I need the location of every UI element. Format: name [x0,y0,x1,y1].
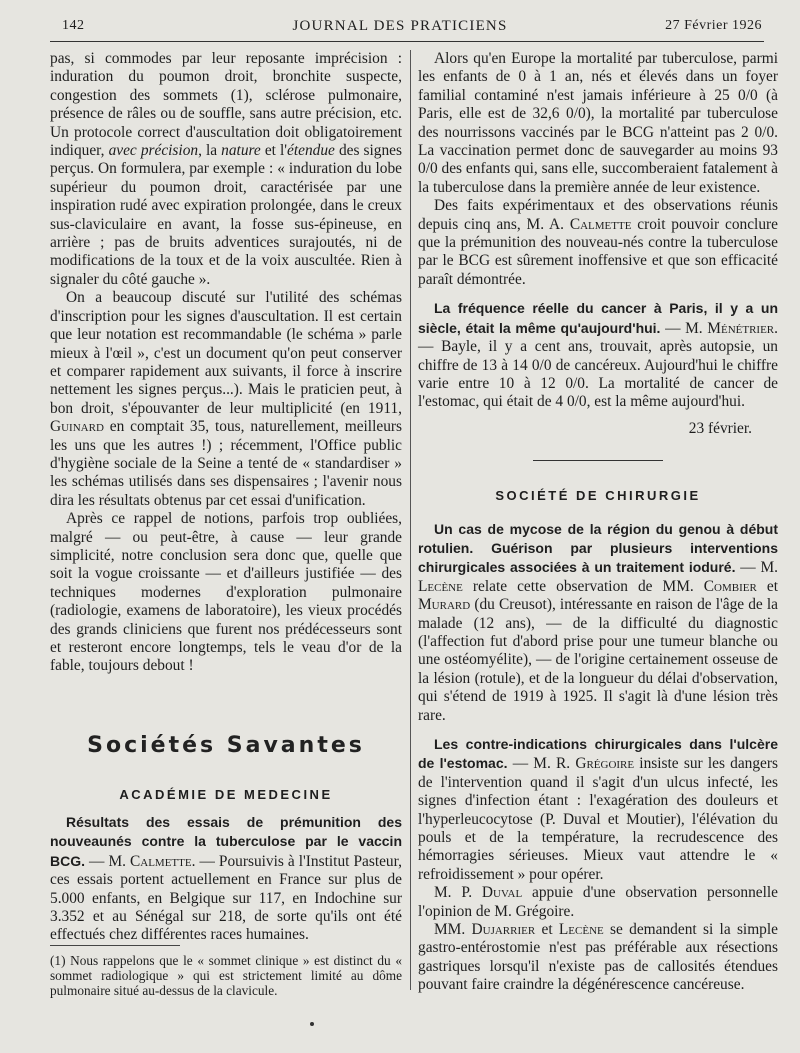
paragraph: MM. Dujarrier et Lecène se demandent si la simple gastro-entérostomie n'est pas préférable aux résections gastriques lorsqu'il n'existe pas de callosités étendues pouvant faire craindre la dégénérescence cancéreuse. [418,921,778,994]
column-divider [410,50,411,990]
paragraph: Après ce rappel de notions, parfois trop oubliées, malgré — ou peut-être, à cause — leur grande simplicité, notre conclusion sera donc que, quelle que soit la vogue croissante — et d'ailleurs justifiée — des techniques modernes d'exploration pulmonaire (radiologie, examens de laboratoire), les vieux procédés des grands cliniciens que furent nos prédécesseurs sont et resteront encore longtemps, tels le veau d'or de la fable, toujours debout ! [50,510,402,675]
paragraph: pas, si commodes par leur reposante imprécision : induration du poumon droit, bronchite suspecte, congestion des sommets (1), sclérose pulmonaire, présence de râles ou de souffle, sans autre précision, etc. Un protocole correct d'auscultation doit obligatoirement indiquer, avec précision, la nature et l'étendue des signes perçus. On formulera, par exemple : « induration du lobe supérieur du poumon droit, caractérisée par une inspiration rudé avec expiration prolongée, dans le creux sus-claviculaire en avant, la fosse sus-épineuse, en arrière ; pas de bruits adventices surajoutés, ni de modifications de la toux et de la voix auscultée. Rien à signaler du côté gauche ». [50,50,402,288]
footnote: (1) Nous rappelons que le « sommet clinique » est distinct du « sommet radiologique » qui est strictement limité au dôme pulmonaire situé au-dessus de la clavicule. [50,953,402,998]
print-mark [310,1022,314,1026]
academy-paragraph: Résultats des essais de prémunition des nouveaunés contre la tuberculose par le vaccin BCG. — M. Calmette. — Poursuivis à l'Institut Pasteur, ces essais portent actuellement en France sur plus de 5.000 enfants, en Belgique sur 117, en Indochine sur 3.352 et au Sénégal sur 218, de sorte qu'ils ont été effectués chez différentes races humaines. [50,814,402,944]
paragraph: Un cas de mycose de la région du genou à début rotulien. Guérison par plusieurs interventions chirurgicales associées à un traitement ioduré. — M. Lecène relate cette observation de MM. Combier et Murard (du Creusot), intéressante en raison de l'âge de la malade (12 ans), — de la difficulté du diagnostic (l'affection fut d'abord prise pour une tumeur blanche ou une ostéomyélite), — de l'origine certainement osseuse de la lésion (rotule), et de la longueur du délai d'observation, qui s'étend de 1919 à 1925. Il s'agit là d'une lésion très rare. [418,520,778,724]
academy-heading: ACADÉMIE DE MEDECINE [119,787,333,802]
paragraph: Des faits expérimentaux et des observations réunis depuis cinq ans, M. A. Calmette croit pouvoir conclure que la prémunition des nouveau-nés contre la tuberculose par le BCG est sûrement inoffensive et que son efficacité paraît démontrée. [418,197,778,288]
page-header [0,18,800,42]
paragraph: M. P. Duval appuie d'une observation personnelle l'opinion de M. Grégoire. [418,884,778,920]
page-number: 142 [62,18,85,33]
footnote-rule [50,945,180,946]
dateline: 23 février. [688,419,752,437]
right-column [418,50,778,995]
left-column [50,50,402,676]
society-heading: SOCIÉTÉ DE CHIRURGIE [495,488,701,504]
paragraph: Alors qu'en Europe la mortalité par tuberculose, parmi les enfants de 0 à 1 an, nés et élevés dans un foyer familial contaminé n'est jamais inférieure à 25 0/0 (à Paris, elle est de 32,6 0/0), la mortalité par tuberculose des nourrissons vaccinés par le BCG n'atteint pas 2 0/0. La vaccination permet donc de sauvegarder au moins 93 0/0 des enfants qui, sans elle, succomberaient fatalement à la tuberculose dans la première année de leur existence. [418,50,778,196]
section-title: Sociétés Savantes [87,733,365,758]
section-rule [533,460,663,461]
paragraph: On a beaucoup discuté sur l'utilité des schémas d'inscription pour les signes d'auscultation. Il est certain que leur notation est recommandable (le schéma » parle mieux à l'œil », c'est un document qu'on peut conserver et comparer rapidement aux suivants, il force à inscrire nettement les signes perçus...). Mais le praticien peut, à bon droit, s'épouvanter de leur multiplicité (en 1911, Guinard en comptait 35, tous, naturellement, meilleurs les uns que les autres !) ; récemment, l'Office public d'hygiène sociale de la Seine a tenté de « standardiser » les schémas utilisés dans ses dispensaires ; l'avenir nous dira les résultats obtenus par cet essai d'unification. [50,289,402,509]
header-rule [50,41,764,42]
paragraph: La fréquence réelle du cancer à Paris, il y a un siècle, était la même qu'aujourd'hui. — M. Ménétrier. — Bayle, il y a cent ans, trouvait, après autopsie, un chiffre de 13 à 14 0/0 de cancéreux. Aujourd'hui le chiffre varie entre 10 à 12 0/0. La mortalité de cancer de l'estomac, qui était de 4 0/0, est la même aujourd'hui. [418,300,778,411]
paragraph: Les contre-indications chirurgicales dans l'ulcère de l'estomac. — M. R. Grégoire insiste sur les dangers de l'intervention quand il s'agit d'un ulcus infecté, les signes d'infection étant : l'exagération des douleurs et l'hyperleucocytose (P. Duval et Moutier), l'élévation du pouls et de la température, la recrudescence des hémorragies sérieuses. Mieux vaut attendre le « refroidissement » pour opérer. [418,736,778,883]
academy-heading-wrap [50,787,402,802]
journal-title: JOURNAL DES PRATICIENS [292,18,508,34]
issue-date: 27 Février 1926 [665,18,762,33]
